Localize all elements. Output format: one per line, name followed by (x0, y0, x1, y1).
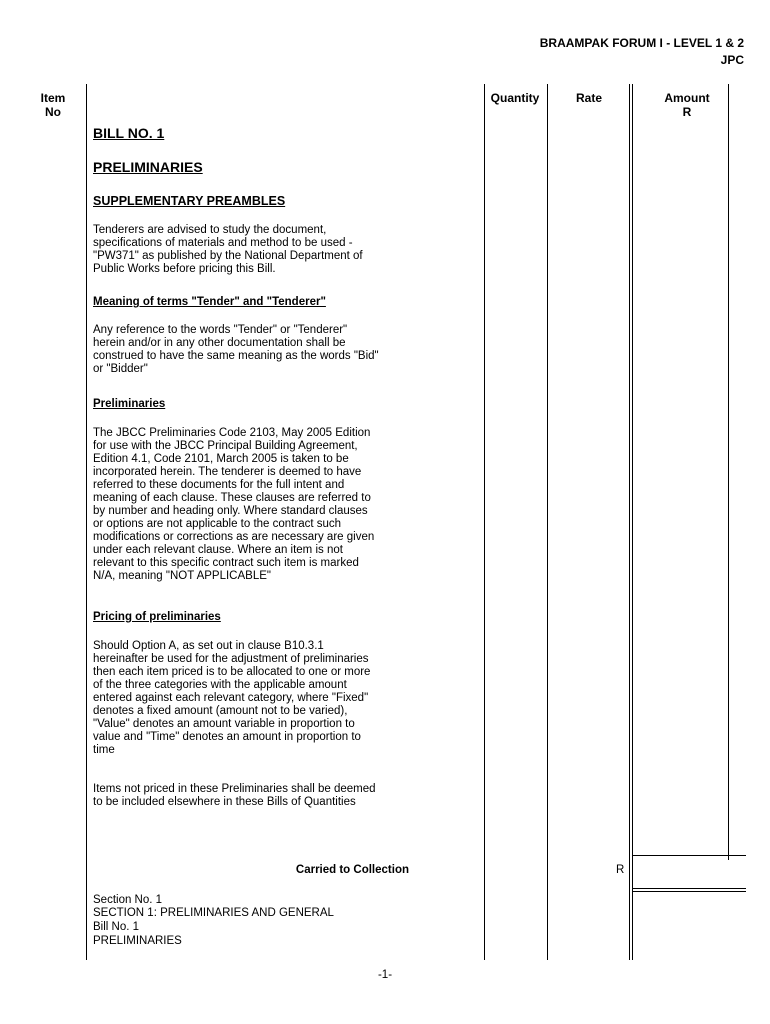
bill-number-heading: BILL NO. 1 (93, 125, 165, 141)
bill-title-heading: PRELIMINARIES (93, 159, 203, 175)
section-text-preliminaries: The JBCC Preliminaries Code 2103, May 2005 Edition for use with the JBCC Principal Building Agreement, Edition 4.1, Code 2101, March 2005 is taken to be incorporated herein. The tenderer is deemed to have referred to these documents for the full intent and meaning of each clause. These clauses are referred to by number and heading only. Where standard clauses or options are not applicable to the contract such modifications or corrections as are necessary are given under each relevant clause. Where an item is not relevant to this specific contract such item is marked N/A, meaning "NOT APPLICABLE" (93, 427, 375, 582)
column-header-quantity: Quantity (490, 91, 540, 105)
closing-paragraph: Items not priced in these Preliminaries shall be deemed to be included elsewhere in these Bills of Quantities (93, 783, 376, 808)
company-code: JPC (720, 53, 744, 67)
supplementary-preambles-heading: SUPPLEMENTARY PREAMBLES (93, 194, 286, 208)
section-heading-preliminaries: Preliminaries (93, 398, 166, 410)
carried-total-double-rule-2 (632, 891, 746, 892)
intro-paragraph: Tenderers are advised to study the document, specifications of materials and method to be used - "PW371" as published by the National Department of Public Works before pricing this Bill. (93, 224, 363, 275)
carried-total-top-rule (632, 855, 746, 856)
column-header-amount: Amount R (664, 91, 710, 119)
carried-to-collection-label: Carried to Collection (295, 864, 409, 876)
section-text-meaning-of-terms: Any reference to the words "Tender" or "Tenderer" herein and/or in any other documentation shall be construed to have the same meaning as the words "Bid" or "Bidder" (93, 324, 379, 375)
column-divider-amount-right (728, 84, 729, 860)
column-divider-amount-left-b (632, 84, 633, 960)
section-text-pricing: Should Option A, as set out in clause B10.3.1 hereinafter be used for the adjustment of preliminaries then each item priced is to be allocated to one or more of the three categories with the applicable amount entered against each relevant category, where "Fixed" denotes a fixed amount (amount not to be varied), "Value" denotes an amount variable in proportion to value and "Time" denotes an amount in proportion to time (93, 640, 371, 756)
section-heading-meaning-of-terms: Meaning of terms "Tender" and "Tenderer" (93, 296, 326, 308)
column-divider-quantity (484, 84, 485, 960)
project-title: BRAAMPAK FORUM I - LEVEL 1 & 2 (539, 36, 744, 50)
section-heading-pricing: Pricing of preliminaries (93, 611, 221, 623)
page-number: -1- (377, 969, 393, 981)
footer-section-title: SECTION 1: PRELIMINARIES AND GENERAL (93, 907, 334, 919)
column-divider-amount-left-a (629, 84, 630, 960)
footer-section-number: Section No. 1 (93, 894, 163, 906)
carried-currency-symbol: R (616, 864, 625, 876)
column-divider-description (86, 84, 87, 960)
footer-bill-number: Bill No. 1 (93, 921, 140, 933)
column-divider-rate (547, 84, 548, 960)
footer-bill-title: PRELIMINARIES (93, 935, 182, 947)
column-header-rate: Rate (575, 91, 602, 105)
column-header-item-no: Item No (40, 91, 66, 119)
carried-total-double-rule-1 (632, 888, 746, 889)
